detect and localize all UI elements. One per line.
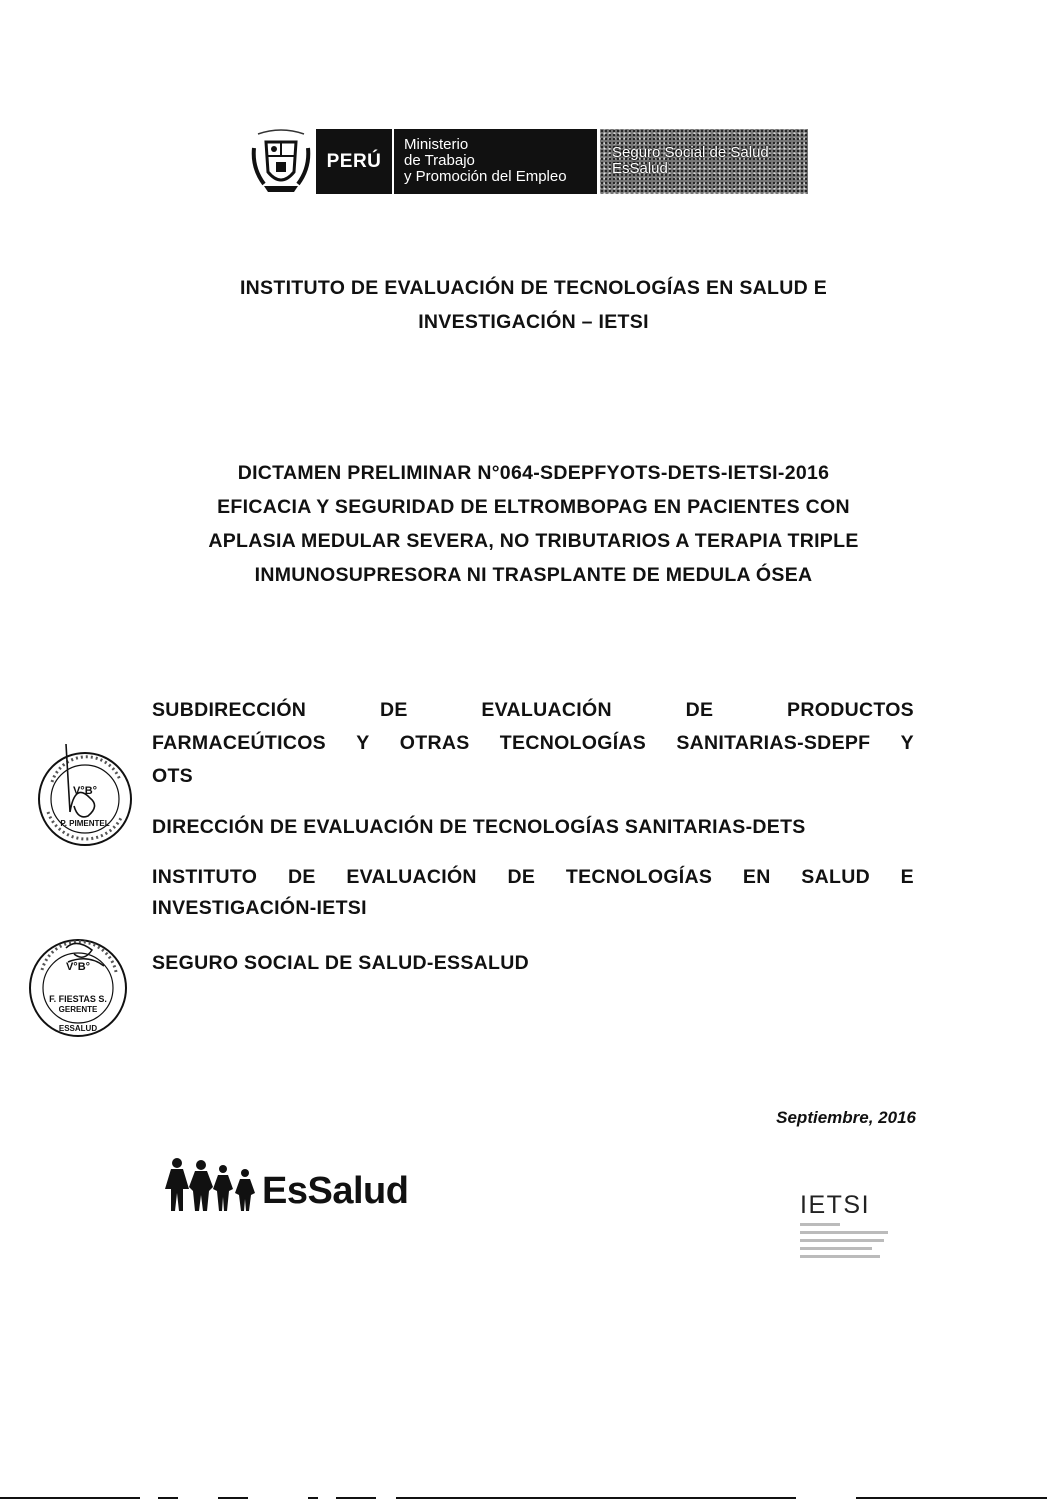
subdireccion-line-2 bbox=[152, 727, 914, 760]
peru-logo bbox=[316, 129, 392, 194]
word: DE bbox=[379, 699, 408, 721]
seguro-section bbox=[152, 948, 914, 978]
stamp2-name-text: F. FIESTAS S. bbox=[49, 994, 107, 1004]
ietsi-footer-logo bbox=[800, 1192, 900, 1258]
word: DE bbox=[685, 699, 714, 721]
stamp1-bottom-text: P. PIMENTEL bbox=[60, 819, 110, 828]
word: DE bbox=[507, 866, 536, 888]
instituto-line-1 bbox=[152, 862, 914, 893]
essalud-header-logo bbox=[600, 129, 808, 194]
essalud-header-line: EsSalud bbox=[612, 160, 668, 177]
ministerio-line: de Trabajo bbox=[404, 152, 475, 169]
ietsi-logo-subtext-lines bbox=[800, 1223, 900, 1258]
word: EN bbox=[742, 866, 771, 888]
essalud-family-icon bbox=[163, 1157, 263, 1213]
subdireccion-section bbox=[152, 694, 914, 793]
instituto-section bbox=[152, 862, 914, 924]
dictamen-line: INMUNOSUPRESORA NI TRASPLANTE DE MEDULA ÓSEA bbox=[254, 564, 813, 586]
word: FARMACEÚTICOS bbox=[152, 732, 326, 754]
word: EVALUACIÓN bbox=[346, 866, 477, 888]
direccion-line: DIRECCIÓN DE EVALUACIÓN DE TECNOLOGÍAS SANITARIAS-DETS bbox=[152, 816, 806, 838]
word: E bbox=[900, 866, 914, 888]
approval-stamp-2 bbox=[18, 928, 138, 1046]
peru-label: PERÚ bbox=[326, 150, 382, 172]
ministerio-line: Ministerio bbox=[404, 136, 469, 153]
seguro-line: SEGURO SOCIAL DE SALUD-ESSALUD bbox=[152, 952, 530, 974]
word: INSTITUTO bbox=[152, 866, 258, 888]
instituto-line-2: INVESTIGACIÓN-IETSI bbox=[152, 897, 367, 919]
stamp2-role-text: GERENTE bbox=[58, 1005, 98, 1014]
dictamen-line: DICTAMEN PRELIMINAR N°064-SDEPFYOTS-DETS-IETSI-2016 bbox=[237, 462, 830, 484]
ministerio-logo bbox=[394, 129, 597, 194]
dictamen-line: APLASIA MEDULAR SEVERA, NO TRIBUTARIOS A TERAPIA TRIPLE bbox=[208, 530, 859, 552]
institute-title-line: INVESTIGACIÓN – IETSI bbox=[418, 311, 649, 333]
word: Y bbox=[900, 732, 914, 754]
stamp1-center-text: V°B° bbox=[72, 785, 98, 797]
institute-title bbox=[140, 271, 927, 339]
stamp2-bottom-text: ESSALUD bbox=[58, 1024, 98, 1033]
word: EVALUACIÓN bbox=[481, 699, 612, 721]
ministerio-line: y Promoción del Empleo bbox=[404, 168, 567, 185]
word: SANITARIAS-SDEPF bbox=[676, 732, 871, 754]
word: PRODUCTOS bbox=[787, 699, 914, 721]
subdireccion-line-3: OTS bbox=[152, 765, 193, 787]
word: Y bbox=[356, 732, 370, 754]
word: TECNOLOGÍAS bbox=[499, 732, 647, 754]
essalud-header-line: Seguro Social de Salud bbox=[612, 144, 769, 161]
word: OTRAS bbox=[399, 732, 470, 754]
peru-coat-of-arms-icon bbox=[250, 128, 312, 196]
dictamen-line: EFICACIA Y SEGURIDAD DE ELTROMBOPAG EN PACIENTES CON bbox=[217, 496, 850, 518]
dictamen-title bbox=[140, 456, 927, 592]
word: SUBDIRECCIÓN bbox=[152, 699, 307, 721]
essalud-footer-logo-text: EsSalud bbox=[262, 1170, 409, 1212]
ietsi-logo-text: IETSI bbox=[800, 1191, 871, 1219]
stamp2-center-text: V°B° bbox=[65, 961, 91, 973]
direccion-section bbox=[152, 812, 914, 842]
word: SALUD bbox=[801, 866, 870, 888]
institute-title-line: INSTITUTO DE EVALUACIÓN DE TECNOLOGÍAS EN SALUD E bbox=[239, 277, 828, 299]
word: TECNOLOGÍAS bbox=[565, 866, 713, 888]
document-date: Septiembre, 2016 bbox=[776, 1108, 916, 1127]
subdireccion-line-1 bbox=[152, 694, 914, 727]
word: DE bbox=[287, 866, 316, 888]
approval-stamp-1 bbox=[30, 742, 140, 852]
